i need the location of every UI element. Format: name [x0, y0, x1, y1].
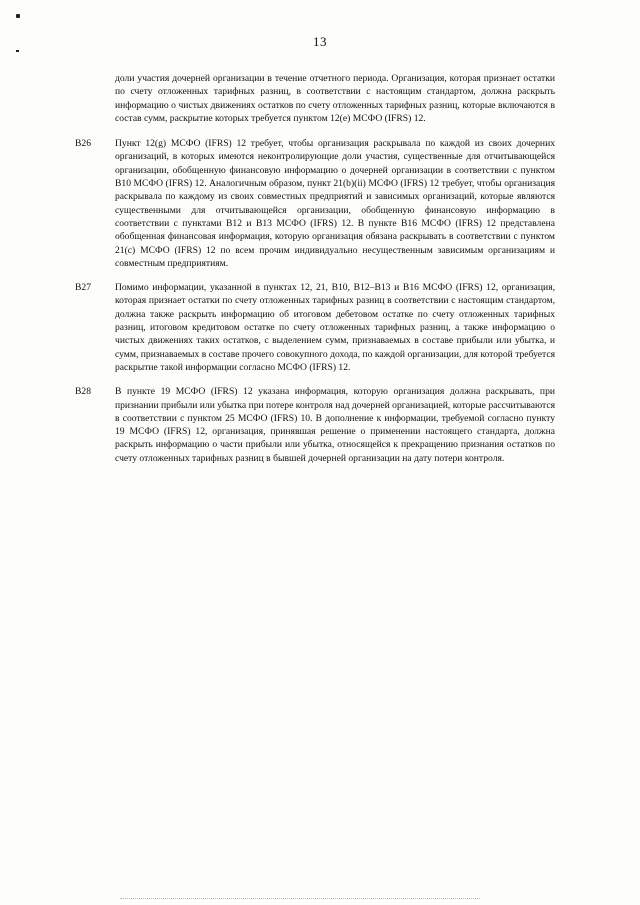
paragraph-number: B27 [75, 282, 91, 294]
paragraph-b27 [75, 281, 555, 374]
paragraph-number: B28 [75, 386, 91, 398]
page-number: 13 [313, 34, 327, 49]
scan-speck [16, 50, 19, 52]
continuation-paragraph: доли участия дочерней организации в течение отчетного периода. Организация, которая признает остатки по счету отложенных тарифных разниц, в соответствии с настоящим стандартом, должна раскрыть информацию о чистых движениях остатков по счету отложенных тарифных разниц, которые включаются в состав сумм, раскрытие которых требуется пунктом 12(e) МСФО (IFRS) 12. [115, 73, 555, 124]
paragraph-b26 [75, 137, 555, 270]
paragraph-text: В пункте 19 МСФО (IFRS) 12 указана информация, которую организация должна раскрывать, при признании прибыли или убытка при потере контроля над дочерней организацией, которые рассчитываются в соответствии с пунктом 25 МСФО (IFRS) 10. В дополнение к информации, требуемой согласно пункту 19 МСФО (IFRS) 12, организация, принявшая решение о применении настоящего стандарта, должна раскрыть информацию о части прибыли или убытка, относящейся к прекращению признания остатков по счету отложенных тарифных разниц в бывшей дочерней организации на дату потери контроля. [115, 386, 555, 464]
paragraph-number: B26 [75, 138, 91, 150]
scan-edge-line [120, 898, 480, 900]
paragraph-text: Помимо информации, указанной в пунктах 12, 21, B10, B12–B13 и B16 МСФО (IFRS) 12, организация, которая признает остатки по счету отложенных тарифных разниц в соответствии с настоящим стандартом, должна также раскрыть информацию об итоговом дебетовом остатке по счету отложенных тарифных разниц, итоговом кредитовом остатке по счету отложенных тарифных разниц, а также информацию о чистых движениях таких остатков, с выделением сумм, признаваемых в составе прибыли или убытка, и сумм, признаваемых в составе прочего совокупного дохода, по каждой организации, для которой требуется раскрытие такой информации согласно МСФО (IFRS) 12. [115, 282, 555, 373]
paragraph-text: Пункт 12(g) МСФО (IFRS) 12 требует, чтобы организация раскрывала по каждой из своих дочерних организаций, в которых имеются неконтролирующие доли участия, существенные для отчитывающейся организации, обобщенную финансовую информацию о дочерней организации в соответствии с пунктом B10 МСФО (IFRS) 12. Аналогичным образом, пункт 21(b)(ii) МСФО (IFRS) 12 требует, чтобы организация раскрывала по каждому из своих совместных предприятий и зависимых организаций, которые являются существенными для отчитывающейся организации, обобщенную финансовую информацию в соответствии с пунктами B12 и B13 МСФО (IFRS) 12. В пункте B16 МСФО (IFRS) 12 представлена обобщенная финансовая информация, которую организация обязана раскрывать в соответствии с пунктом 21(c) МСФО (IFRS) 12 по всем прочим индивидуально несущественным зависимым организациям и совместным предприятиям. [115, 138, 555, 269]
document-body [75, 72, 555, 476]
paragraph-b28 [75, 385, 555, 465]
scan-speck [16, 14, 20, 18]
